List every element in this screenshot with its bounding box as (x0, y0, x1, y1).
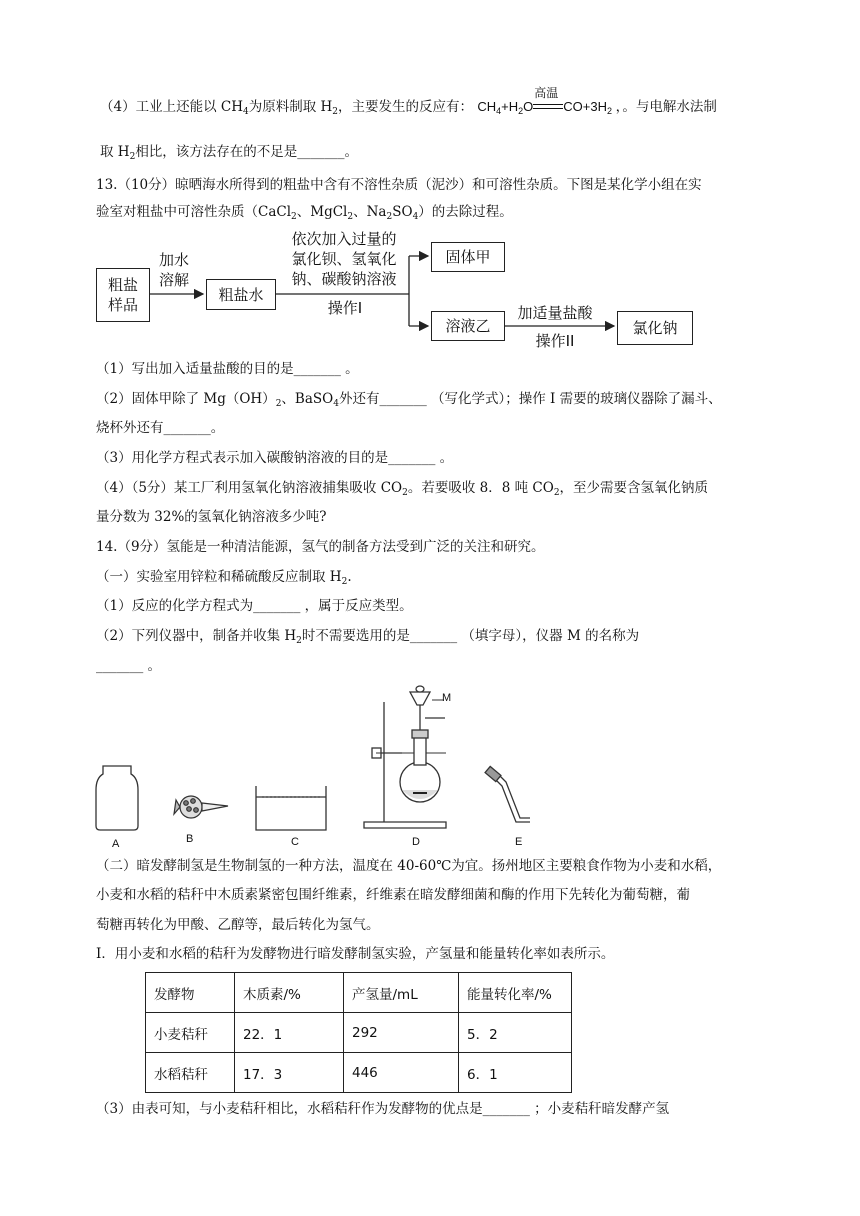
sodium-chloride-box: 氯化钠 (617, 311, 693, 345)
q12-4-line2: 取 $H_2$相比，该方法存在的不足是_______。 (100, 144, 359, 162)
table-header-cell: 产氢量/mL (344, 973, 459, 1013)
reaction-equation: $CH_4+H_2O$ 高温 $CO+3H_2$ (477, 85, 612, 116)
instrument-m-label: M (442, 692, 452, 704)
fermentation-table (145, 972, 572, 1093)
q14-roman1: Ⅰ．用小麦和水稻的秸秆为发酵物进行暗发酵制氢实验，产氢量和能量转化率如表所示。 (96, 946, 615, 962)
operation-2-label: 操作II (535, 332, 575, 350)
table-cell: 17．3 (235, 1053, 344, 1093)
q13-part4-line1: （4）（5分）某工厂利用氢氧化钠溶液捕集吸收 $CO_2$。若要吸收 8．8 吨 $CO_2$，至少需要含氢氧化钠质 (96, 480, 709, 498)
dissolve-label: 加水 溶解 (158, 251, 189, 289)
table-header-cell: 发酵物 (146, 973, 235, 1013)
brine-box: 粗盐水 (206, 279, 276, 310)
label-d: D (412, 836, 420, 848)
water-trough-c (256, 786, 326, 830)
dropper-b (174, 796, 228, 818)
q14-part2-line1: （二）暗发酵制氢是生物制氢的一种方法，温度在 40-60℃为宜。扬州地区主要粮食作物为小麦和水稻， (96, 858, 722, 874)
delivery-tube-e (485, 766, 530, 822)
label-c: C (291, 836, 299, 848)
label-e: E (515, 836, 523, 848)
q14-part1-q2-line1: （2）下列仪器中，制备并收集 $H_2$时不需要选用的是_______ （填字母），仪器 M 的名称为 (96, 628, 640, 646)
q14-part2-line3: 萄糖再转化为甲酸、乙醇等，最后转化为氢气。 (96, 917, 380, 933)
q14-part2-line2: 小麦和水稻的秸秆中木质素紧密包围纤维素，纤维素在暗发酵细菌和酶的作用下先转化为葡萄糖，葡 (96, 887, 690, 903)
gas-jar-a (96, 766, 138, 830)
solid-a-box: 固体甲 (431, 242, 505, 272)
solution-b-box: 溶液乙 (431, 311, 505, 341)
table-header-row (146, 973, 572, 1013)
table-cell: 小麦秸秆 (146, 1013, 235, 1053)
q13-part2-line1: （2）固体甲除了 $Mg(OH)_2$、BaSO$_4$外还有_______ （写化学式）；操作 I 需要的玻璃仪器除了漏斗、 (96, 391, 722, 409)
q13-part2-line2: 烧杯外还有_______。 (96, 420, 225, 436)
table-row (146, 1013, 572, 1053)
table-cell: 22．1 (235, 1013, 344, 1053)
table-cell: 水稻秸秆 (146, 1053, 235, 1093)
table-cell: 6．1 (459, 1053, 572, 1093)
q14-intro: 14.（9分）氢能是一种清洁能源，氢气的制备方法受到广泛的关注和研究。 (96, 539, 545, 555)
q13-intro-line2: 验室对粗盐中可溶性杂质（CaCl$_2$、MgCl$_2$、$Na_2SO_4$）的去除过程。 (96, 204, 513, 222)
label-a: A (112, 838, 120, 850)
q13-part1: （1）写出加入适量盐酸的目的是_______ 。 (96, 361, 359, 377)
table-row (146, 1053, 572, 1093)
table-cell: 5．2 (459, 1013, 572, 1053)
table-cell: 292 (344, 1013, 459, 1053)
reagents-label: 依次加入过量的 氯化钡、氢氧化 钠、碳酸钠溶液 (291, 230, 397, 288)
add-hcl-label: 加适量盐酸 (517, 304, 593, 322)
q14-part2-q3: （3）由表可知，与小麦秸秆相比，水稻秸秆作为发酵物的优点是_______ ；小麦秸秆暗发酵产氢 (96, 1101, 670, 1117)
crude-salt-sample-box: 粗盐 样品 (96, 268, 150, 322)
table-header-cell: 木质素/% (235, 973, 344, 1013)
q13-part4-line2: 量分数为 32%的氢氧化钠溶液多少吨? (96, 509, 327, 525)
q12-4-line1: （4）工业上还能以 $CH_4$为原料制取 $H_2$，主要发生的反应有： $CH_4+H_2O$ 高温 $CO+3H_2$ ，。与电解水法制 (100, 85, 717, 117)
equals-sign-high-temp: 高温 (533, 101, 563, 115)
q14-part1-q1: （1）反应的化学方程式为_______ ，属于反应类型。 (96, 598, 413, 614)
q14-part1-q2-line2: _______ 。 (96, 658, 162, 674)
q13-part3: （3）用化学方程式表示加入碳酸钠溶液的目的是_______ 。 (96, 450, 454, 466)
table-cell: 446 (344, 1053, 459, 1093)
q14-part1-heading: （一）实验室用锌粒和稀硫酸反应制取 $H_2$. (96, 569, 352, 587)
operation-1-label: 操作I (327, 299, 363, 317)
q13-intro-line1: 13.（10分）晾晒海水所得到的粗盐中含有不溶性杂质（泥沙）和可溶性杂质。下图是某化学小组在实 (96, 177, 702, 193)
label-b: B (186, 833, 194, 845)
table-header-cell: 能量转化率/% (459, 973, 572, 1013)
gas-generator-d (364, 686, 446, 828)
